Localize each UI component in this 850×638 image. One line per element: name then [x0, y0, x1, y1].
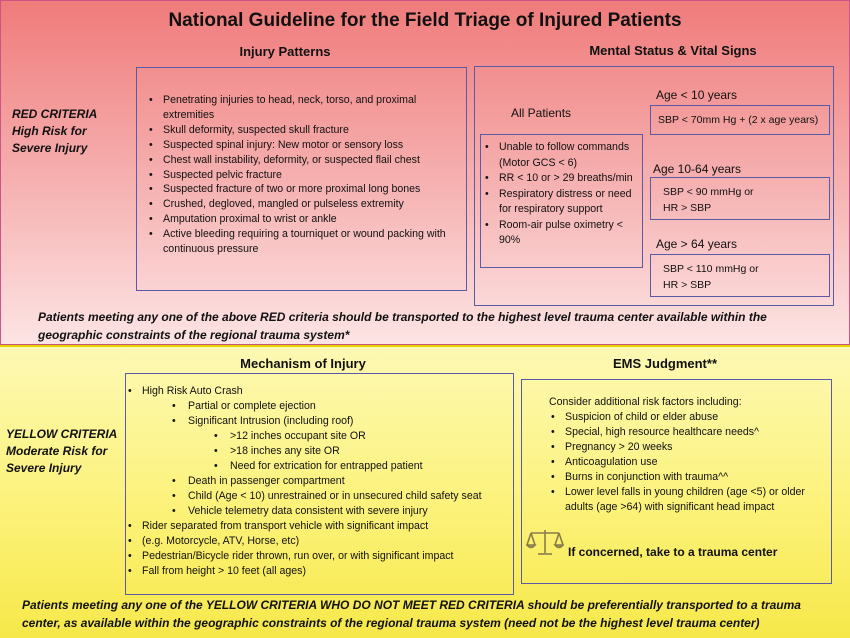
mechanism-item: • Need for extrication for entrapped patient	[126, 459, 513, 474]
red-criteria-line2: High Risk for	[12, 124, 87, 138]
mechanism-item: • Partial or complete ejection	[126, 399, 513, 414]
red-criteria-line1: RED CRITERIA	[12, 107, 98, 121]
mechanism-item: • Death in passenger compartment	[126, 474, 513, 489]
ems-risk-item: • Burns in conjunction with trauma^^	[549, 470, 821, 485]
mechanism-item: • High Risk Auto Crash	[126, 384, 513, 399]
all-patients-box	[480, 134, 643, 268]
age2-line1: SBP < 90 mmHg or	[663, 186, 754, 198]
ems-judgment-box	[521, 379, 832, 584]
mechanism-box	[125, 373, 514, 595]
injury-pattern-item: • Skull deformity, suspected skull fracture	[147, 123, 456, 138]
injury-pattern-item: • Suspected spinal injury: New motor or sensory loss	[147, 138, 456, 153]
mechanism-item: • Child (Age < 10) unrestrained or in unsecured child safety seat	[126, 489, 513, 504]
age1-label: Age < 10 years	[656, 88, 738, 102]
injury-pattern-item: • Active bleeding requiring a tourniquet or wound packing with continuous pressure	[147, 227, 456, 257]
ems-judgment-header: EMS Judgment**	[612, 356, 717, 371]
age3-line1: SBP < 110 mmHg or	[663, 263, 759, 275]
mechanism-item: • Significant Intrusion (including roof)	[126, 414, 513, 429]
page-title: National Guideline for the Field Triage of Injured Patients	[168, 10, 682, 31]
mechanism-item: • Fall from height > 10 feet (all ages)	[126, 564, 513, 579]
scale-icon	[526, 527, 564, 557]
injury-pattern-item: • Suspected pelvic fracture	[147, 168, 456, 183]
yellow-criteria-label	[6, 426, 117, 477]
age3-label: Age > 64 years	[656, 237, 738, 251]
injury-pattern-item: • Suspected fracture of two or more proximal long bones	[147, 182, 456, 197]
injury-patterns-list	[137, 68, 466, 257]
ems-risk-list	[549, 410, 821, 515]
ems-risk-item: • Special, high resource healthcare needs^	[549, 425, 821, 440]
age3-line2: HR > SBP	[663, 279, 712, 291]
all-patients-item: • Respiratory distress or need for respiratory support	[483, 187, 640, 218]
ems-risk-item: • Lower level falls in young children (age <5) or older adults (age >64) with significant head impact	[549, 485, 821, 515]
all-patients-item: • RR < 10 or > 29 breaths/min	[483, 171, 640, 187]
injury-pattern-item: • Crushed, degloved, mangled or pulseless extremity	[147, 197, 456, 212]
red-transport-note: Patients meeting any one of the above RED criteria should be transported to the highest level trauma center available within the geographic constraints of the regional trauma system*	[38, 310, 767, 342]
yellow-criteria-line3: Severe Injury	[6, 461, 82, 475]
yellow-transport-note: Patients meeting any one of the YELLOW CRITERIA WHO DO NOT MEET RED CRITERIA should be preferentially transported to a trauma center, as available within the geographic constraints of the regional trauma system (need not be the highest level trauma center)	[22, 598, 801, 630]
mechanism-item: • >18 inches any site OR	[126, 444, 513, 459]
age2-line2: HR > SBP	[663, 202, 712, 214]
age1-value: SBP < 70mm Hg + (2 x age years)	[658, 114, 819, 126]
injury-pattern-item: • Amputation proximal to wrist or ankle	[147, 212, 456, 227]
injury-patterns-header: Injury Patterns	[239, 44, 331, 59]
ems-intro: Consider additional risk factors including:	[549, 396, 742, 408]
mechanism-item: • Pedestrian/Bicycle rider thrown, run over, or with significant impact	[126, 549, 513, 564]
ems-concern-text: If concerned, take to a trauma center	[568, 545, 778, 559]
vitals-header: Mental Status & Vital Signs	[589, 43, 757, 58]
age2-label: Age 10-64 years	[653, 162, 742, 176]
injury-pattern-item: • Penetrating injuries to head, neck, torso, and proximal extremities	[147, 93, 456, 123]
mechanism-header: Mechanism of Injury	[240, 356, 366, 371]
mechanism-item: • Rider separated from transport vehicle with significant impact	[126, 519, 513, 534]
red-criteria-label	[12, 106, 97, 157]
mechanism-item: • (e.g. Motorcycle, ATV, Horse, etc)	[126, 534, 513, 549]
yellow-criteria-line2: Moderate Risk for	[6, 444, 108, 458]
mechanism-item: • >12 inches occupant site OR	[126, 429, 513, 444]
yellow-criteria-line1: YELLOW CRITERIA	[6, 427, 118, 441]
injury-pattern-item: • Chest wall instability, deformity, or suspected flail chest	[147, 153, 456, 168]
mechanism-list	[126, 374, 513, 579]
age1-box	[650, 105, 830, 135]
mechanism-item: • Vehicle telemetry data consistent with severe injury	[126, 504, 513, 519]
all-patients-label: All Patients	[511, 106, 572, 120]
ems-risk-item: • Pregnancy > 20 weeks	[549, 440, 821, 455]
all-patients-list	[481, 135, 642, 249]
injury-patterns-box	[136, 67, 467, 291]
ems-risk-item: • Suspicion of child or elder abuse	[549, 410, 821, 425]
all-patients-item: • Room-air pulse oximetry < 90%	[483, 218, 640, 249]
red-criteria-line3: Severe Injury	[12, 141, 88, 155]
ems-risk-item: • Anticoagulation use	[549, 455, 821, 470]
all-patients-item: • Unable to follow commands (Motor GCS < 6)	[483, 140, 640, 171]
age3-box	[650, 254, 830, 297]
age2-box	[650, 177, 830, 220]
